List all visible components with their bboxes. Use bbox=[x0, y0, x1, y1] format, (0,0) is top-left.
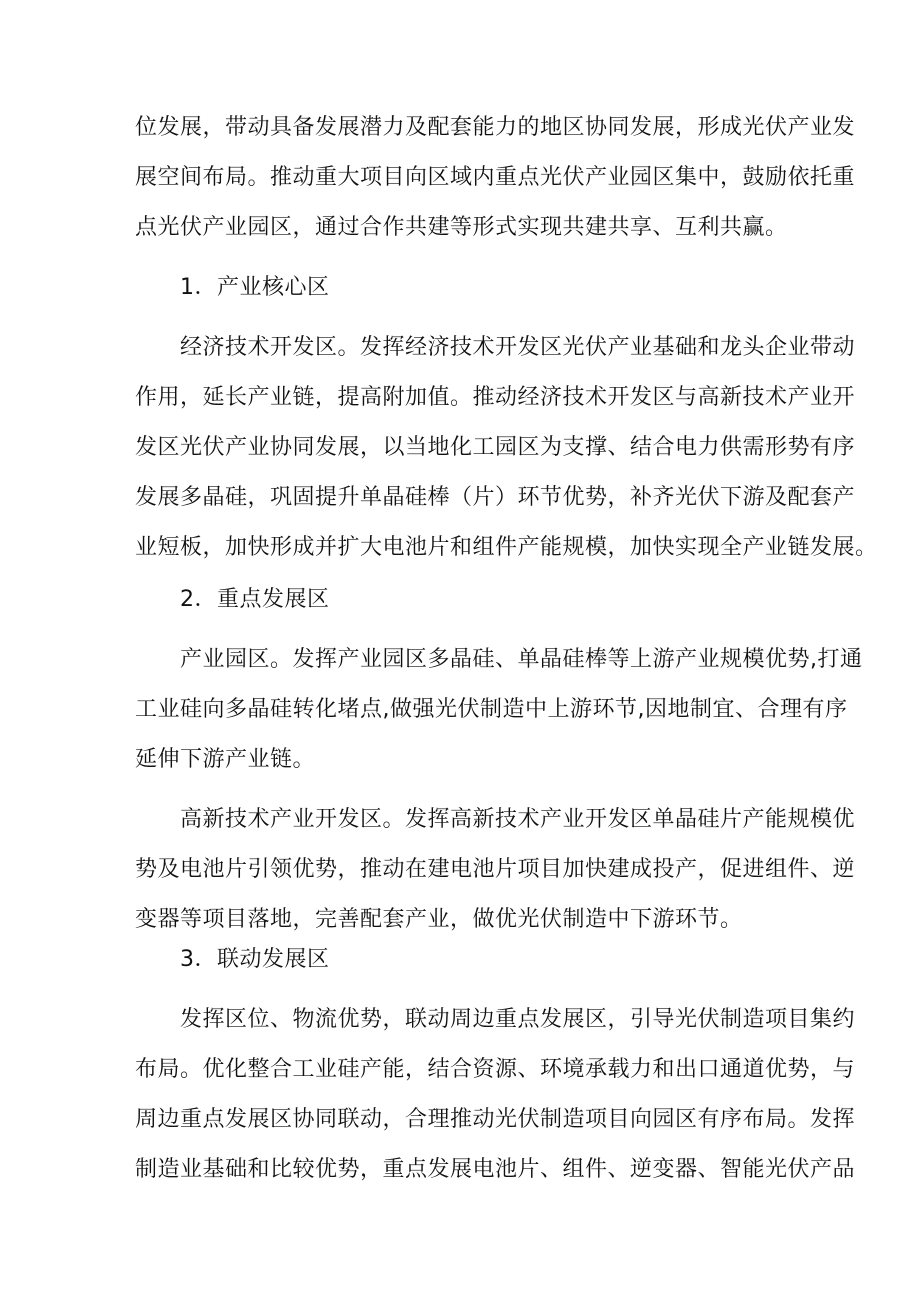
paragraph-line: 工业硅向多晶硅转化堵点,做强光伏制造中上游环节,因地制宜、合理有序 bbox=[135, 697, 848, 722]
paragraph-line: 变器等项目落地，完善配套产业，做优光伏制造中下游环节。 bbox=[135, 907, 743, 932]
paragraph-line: 发挥区位、物流优势，联动周边重点发展区，引导光伏制造项目集约 bbox=[180, 1007, 856, 1032]
paragraph-line: 延伸下游产业链。 bbox=[135, 747, 316, 772]
paragraph-line: 制造业基础和比较优势，重点发展电池片、组件、逆变器、智能光伏产品 bbox=[135, 1157, 856, 1182]
paragraph-line: 产业园区。发挥产业园区多晶硅、单晶硅棒等上游产业规模优势,打通 bbox=[180, 647, 863, 672]
paragraph-line: 经济技术开发区。发挥经济技术开发区光伏产业基础和龙头企业带动 bbox=[180, 335, 856, 360]
paragraph-line: 布局。优化整合工业硅产能，结合资源、环境承载力和出口通道优势，与 bbox=[135, 1057, 856, 1082]
paragraph-line: 点光伏产业园区，通过合作共建等形式实现共建共享、互利共赢。 bbox=[135, 215, 788, 240]
paragraph-line: 发展多晶硅，巩固提升单晶硅棒（片）环节优势，补齐光伏下游及配套产 bbox=[135, 485, 856, 510]
paragraph-line: 位发展，带动具备发展潜力及配套能力的地区协同发展，形成光伏产业发 bbox=[135, 115, 856, 140]
paragraph-line: 业短板，加快形成并扩大电池片和组件产能规模，加快实现全产业链发展。 bbox=[135, 535, 878, 560]
paragraph-line: 作用，延长产业链，提高附加值。推动经济技术开发区与高新技术产业开 bbox=[135, 385, 856, 410]
paragraph-line: 高新技术产业开发区。发挥高新技术产业开发区单晶硅片产能规模优 bbox=[180, 807, 856, 832]
section-heading: 2．重点发展区 bbox=[180, 587, 330, 612]
section-heading: 3．联动发展区 bbox=[180, 947, 330, 972]
section-heading: 1．产业核心区 bbox=[180, 275, 330, 300]
paragraph-line: 展空间布局。推动重大项目向区域内重点光伏产业园区集中，鼓励依托重 bbox=[135, 165, 856, 190]
paragraph-line: 周边重点发展区协同联动，合理推动光伏制造项目向园区有序布局。发挥 bbox=[135, 1107, 856, 1132]
paragraph-line: 势及电池片引领优势，推动在建电池片项目加快建成投产，促进组件、逆 bbox=[135, 857, 856, 882]
paragraph-line: 发区光伏产业协同发展，以当地化工园区为支撑、结合电力供需形势有序 bbox=[135, 435, 856, 460]
